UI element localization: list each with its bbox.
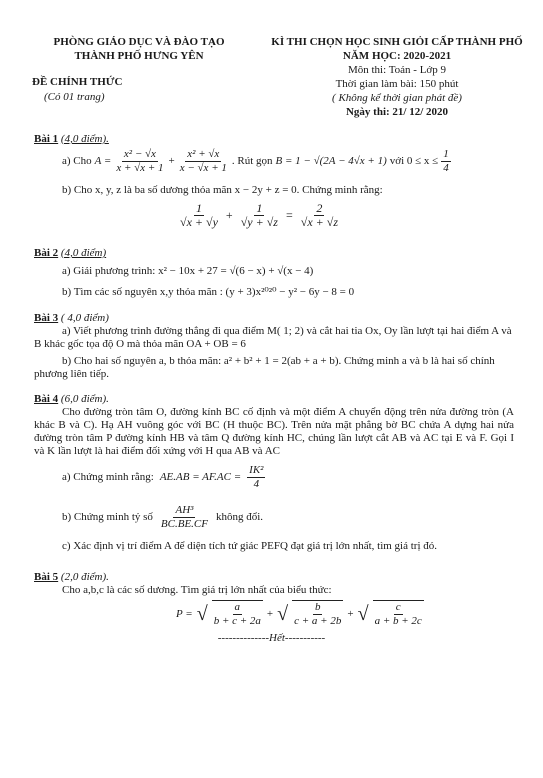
bai4-part-c: c) Xác định vị trí điểm A để diện tích tứ giác PEFQ đạt giá trị lớn nhất, tìm giá trị đó. xyxy=(62,540,438,552)
bai4-points: (6,0 điểm). xyxy=(60,393,109,405)
bai5-P: P = xyxy=(176,608,193,620)
bai3-heading xyxy=(34,312,109,324)
bai1-b-frac2-den: √y + √z xyxy=(240,214,278,229)
bai1-a-frac1 xyxy=(114,148,165,175)
bai5-sqrt3: √ xyxy=(357,603,369,625)
bai5-expression xyxy=(176,594,424,634)
bai2-heading xyxy=(34,247,106,259)
bai4-a-expr: AE.AB = AF.AC = xyxy=(159,471,242,483)
bai3-points: ( 4,0 điểm) xyxy=(60,312,109,324)
bai4-part-b xyxy=(62,500,263,534)
bai4-part-a xyxy=(62,462,265,492)
city-name: THÀNH PHỐ HƯNG YÊN xyxy=(74,50,204,62)
bai1-part-a xyxy=(62,146,451,176)
bai4-b-frac-num: AH³ xyxy=(175,503,194,516)
bai5-frac1-den: b + c + 2a xyxy=(213,615,261,627)
bai1-a-frac2 xyxy=(178,148,229,175)
bai4-b-text: b) Chứng minh tỷ số xyxy=(62,511,153,523)
bai3-title: Bài 3 xyxy=(34,312,59,324)
bai4-heading xyxy=(34,393,109,405)
bai1-a-cond: với 0 ≤ x ≤ xyxy=(389,155,439,167)
page-count: (Có 01 trang) xyxy=(44,91,105,103)
bai4-a-frac xyxy=(247,464,265,491)
bai1-b-eq: = xyxy=(285,207,293,222)
bai4-b-frac-den: BC.BE.CF xyxy=(160,517,208,530)
bai1-a-frac1-num: x² − √x xyxy=(123,147,156,160)
bai1-a-plus: + xyxy=(168,155,175,167)
bai2-points: (4,0 điểm) xyxy=(60,247,107,259)
bai1-title: Bài 1 xyxy=(34,133,59,145)
bai5-frac1-num: a xyxy=(234,601,241,613)
bai5-sqrt1: √ xyxy=(196,603,208,625)
duration-note: ( Không kể thời gian phát đề) xyxy=(332,92,462,104)
bai1-points: (4,0 điểm). xyxy=(60,133,109,145)
bai1-b-frac1-num: 1 xyxy=(195,200,202,215)
bai1-b-frac2-num: 1 xyxy=(256,200,263,215)
bai4-a-text: a) Chứng minh rằng: xyxy=(62,471,154,483)
bai1-part-b: b) Cho x, y, z là ba số dương thỏa mãn x − 2y + z = 0. Chứng minh rằng: xyxy=(62,184,383,196)
bai1-a-quarter-den: 4 xyxy=(443,161,449,174)
bai4-intro: Cho đường tròn tâm O, đường kính BC cố định và một điểm A chuyển động trên nửa đường tròn (A khác B và C). Hạ AH vuông góc với BC (H thuộc BC). Trên nửa mặt phẳng bờ BC chứa A dựng hai nửa đường tròn tâm P đường kính HB và tâm Q đường kính HC, chúng lần lượt cắt AB và AC tại E và F. Gọi I và K lần lượt là hai điểm đối xứng với H qua AB và AC xyxy=(34,406,514,457)
bai5-frac2 xyxy=(292,600,343,628)
bai1-b-frac1 xyxy=(178,202,220,229)
bai1-b-equation xyxy=(178,198,340,232)
bai1-heading xyxy=(34,133,109,145)
bai4-b-tail: không đổi. xyxy=(215,511,264,523)
bai5-frac3 xyxy=(373,600,424,628)
bai1-a-B: B = 1 − √(2A − 4√x + 1) xyxy=(275,155,387,167)
end-marker: --------------Hết----------- xyxy=(217,632,326,644)
exam-date: Ngày thi: 21/ 12/ 2020 xyxy=(345,106,449,118)
bai1-b-frac3-den: √x + √z xyxy=(300,214,339,229)
bai4-title: Bài 4 xyxy=(34,393,59,405)
bai2-title: Bài 2 xyxy=(34,247,59,259)
bai5-frac1 xyxy=(212,600,263,628)
subject: Môn thi: Toán - Lớp 9 xyxy=(347,64,447,76)
bai1-a-quarter xyxy=(441,148,451,175)
school-year: NĂM HỌC: 2020-2021 xyxy=(342,50,452,62)
bai2-part-b: b) Tìm các số nguyên x,y thỏa mãn : (y + 3)x²⁰²⁰ − y² − 6y − 8 = 0 xyxy=(62,286,355,298)
bai1-a-A: A = xyxy=(94,155,112,167)
official-label: ĐỀ CHÍNH THỨC xyxy=(32,76,123,88)
bai3-part-a: a) Viết phương trình đường thẳng đi qua điểm M( 1; 2) và cắt hai tia Ox, Oy lần lượt tại hai điểm A và B khác gốc tọa độ O mà thỏa mãn OA + OB = 6 xyxy=(34,325,512,350)
bai5-plus2: + xyxy=(347,608,354,620)
bai5-heading xyxy=(34,571,109,583)
bai5-frac2-den: c + a + 2b xyxy=(294,615,342,627)
bai1-a-frac2-num: x² + √x xyxy=(187,147,220,160)
bai1-b-frac1-den: √x + √y xyxy=(180,214,218,229)
bai1-b-plus: + xyxy=(225,207,233,222)
bai5-text: Cho a,b,c là các số dương. Tìm giá trị lớn nhất của biểu thức: xyxy=(62,584,332,596)
exam-title: KÌ THI CHỌN HỌC SINH GIỎI CẤP THÀNH PHỐ xyxy=(271,36,523,48)
bai1-a-mid: . Rút gọn xyxy=(231,155,273,167)
bai5-title: Bài 5 xyxy=(34,571,59,583)
bai1-b-frac3-num: 2 xyxy=(316,200,323,215)
bai1-a-frac1-den: x + √x + 1 xyxy=(116,161,164,174)
bai2-part-a: a) Giải phương trình: x² − 10x + 27 = √(6 − x) + √(x − 4) xyxy=(62,265,314,277)
bai1-b-frac3 xyxy=(299,202,340,229)
bai1-a-prefix: a) Cho xyxy=(62,155,92,167)
bai5-frac3-den: a + b + 2c xyxy=(374,615,422,627)
department-name: PHÒNG GIÁO DỤC VÀ ĐÀO TẠO xyxy=(53,36,225,48)
bai3-part-b: b) Cho hai số nguyên a, b thỏa mãn: a² + b² + 1 = 2(ab + a + b). Chứng minh a và b là hai số chính phương liên tiếp. xyxy=(34,355,495,380)
duration: Thời gian làm bài: 150 phút xyxy=(335,78,459,90)
bai4-a-frac-num: IK² xyxy=(249,463,264,476)
bai4-a-frac-den: 4 xyxy=(253,477,260,490)
bai1-a-quarter-num: 1 xyxy=(443,147,449,160)
bai1-a-frac2-den: x − √x + 1 xyxy=(179,161,227,174)
bai5-frac2-num: b xyxy=(314,601,321,613)
bai4-b-frac xyxy=(159,504,210,531)
bai5-sqrt2: √ xyxy=(277,603,289,625)
bai5-frac3-num: c xyxy=(395,601,401,613)
bai5-points: (2,0 điểm). xyxy=(60,571,109,583)
bai5-plus1: + xyxy=(266,608,274,620)
bai1-b-frac2 xyxy=(239,202,280,229)
